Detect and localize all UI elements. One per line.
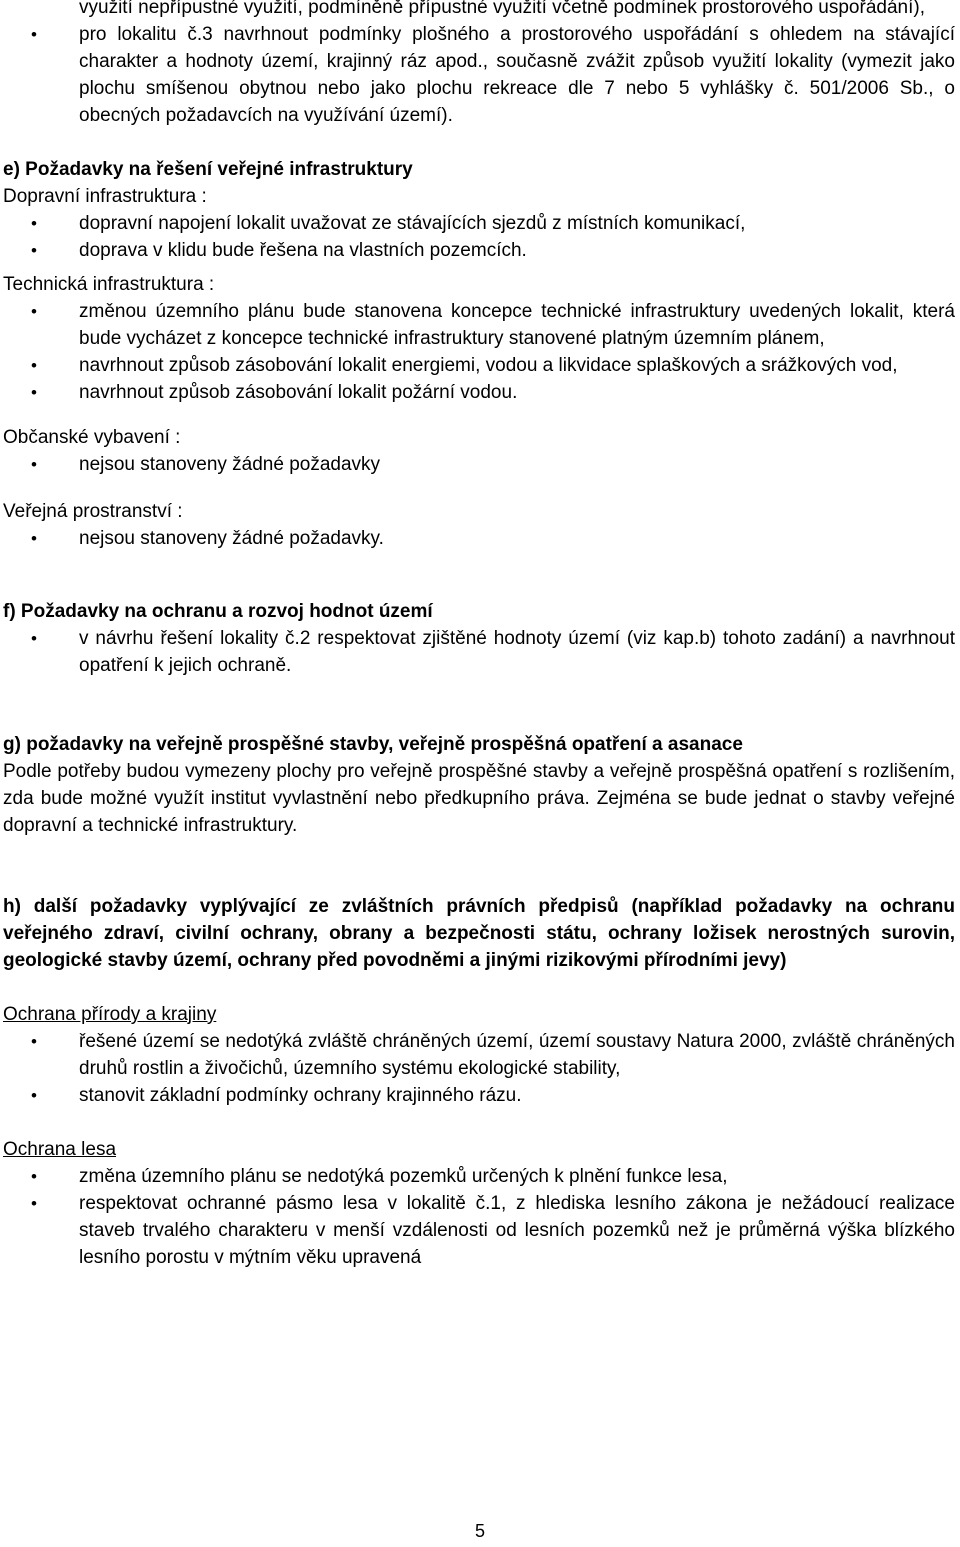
list-item: • dopravní napojení lokalit uvažovat ze stávajících sjezdů z místních komunikací, bbox=[3, 210, 955, 237]
list-item: • respektovat ochranné pásmo lesa v lokalitě č.1, z hlediska lesního zákona je nežádoucí realizace staveb trvalého charakteru v menší vzdálenosti od lesních pozemků než je průměrná výška blízkého lesního porostu v mýtním věku upravená bbox=[3, 1190, 955, 1271]
section-h-heading: h) další požadavky vyplývající ze zvláštních právních předpisů (například požadavky na ochranu veřejného zdraví, civilní ochrany, obrany a bezpečnosti státu, ochrany ložisek nerostných surovin, geologické stavby území, ochrany před povodněmi a jinými rizikovými přírodními jevy) bbox=[3, 896, 955, 971]
list-item: • změna územního plánu se nedotýká pozemků určených k plnění funkce lesa, bbox=[3, 1163, 955, 1190]
list-item: • nejsou stanoveny žádné požadavky bbox=[3, 451, 955, 478]
les-list bbox=[3, 1163, 955, 1271]
section-e-heading: e) Požadavky na řešení veřejné infrastruktury bbox=[3, 159, 413, 180]
section-g-text: Podle potřeby budou vymezeny plochy pro veřejně prospěšné stavby a veřejně prospěšná opatření s rozlišením, zda bude možné využít institut vyvlastnění nebo předkupního práva. Zejména se bude jednat o stavby veřejné dopravní a technické infrastruktury. bbox=[3, 761, 955, 836]
section-f-list bbox=[3, 625, 955, 679]
list-item: • změnou územního plánu bude stanovena koncepce technické infrastruktury uvedených lokalit, která bude vycházet z koncepce technické infrastruktury stanovené platným územním plánem, bbox=[3, 298, 955, 352]
list-item: • navrhnout způsob zásobování lokalit energiemi, vodou a likvidace splaškových a srážkových vod, bbox=[3, 352, 955, 379]
list-item: • pro lokalitu č.3 navrhnout podmínky plošného a prostorového uspořádání s ohledem na stávající charakter a hodnoty území, krajinný ráz apod., současně zvážit způsob využití lokality (vymezit jako plochu smíšenou obytnou nebo jako plochu rekreace dle 7 nebo 5 vyhlášky č. 501/2006 Sb., o obecných požadavcích na využívání území). bbox=[3, 21, 955, 129]
list-item: • doprava v klidu bude řešena na vlastních pozemcích. bbox=[3, 237, 955, 264]
obcanske-list bbox=[3, 451, 955, 478]
les-label: Ochrana lesa bbox=[3, 1139, 117, 1160]
dopravni-label: Dopravní infrastruktura : bbox=[3, 186, 207, 207]
list-item: • stanovit základní podmínky ochrany krajinného rázu. bbox=[3, 1082, 955, 1109]
list-item: • řešené území se nedotýká zvláště chráněných území, území soustavy Natura 2000, zvláště chráněných druhů rostlin a živočichů, územního systému ekologické stability, bbox=[3, 1028, 955, 1082]
technicka-list bbox=[3, 298, 955, 406]
section-g-heading: g) požadavky na veřejně prospěšné stavby, veřejně prospěšná opatření a asanace bbox=[3, 734, 743, 755]
verejna-label: Veřejná prostranství : bbox=[3, 501, 183, 522]
priroda-label: Ochrana přírody a krajiny bbox=[3, 1004, 217, 1025]
technicka-label: Technická infrastruktura : bbox=[3, 274, 215, 295]
list-item: • nejsou stanoveny žádné požadavky. bbox=[3, 525, 955, 552]
dopravni-list bbox=[3, 210, 955, 264]
verejna-list bbox=[3, 525, 955, 552]
continued-list bbox=[3, 0, 955, 129]
section-f-heading: f) Požadavky na ochranu a rozvoj hodnot území bbox=[3, 601, 433, 622]
obcanske-label: Občanské vybavení : bbox=[3, 427, 181, 448]
page-number: 5 bbox=[474, 1521, 485, 1541]
list-item: • navrhnout způsob zásobování lokalit požární vodou. bbox=[3, 379, 955, 406]
priroda-list bbox=[3, 1028, 955, 1109]
list-item: • v návrhu řešení lokality č.2 respektovat zjištěné hodnoty území (viz kap.b) tohoto zadání) a navrhnout opatření k jejich ochraně. bbox=[3, 625, 955, 679]
document-page bbox=[3, 0, 955, 1271]
list-item: využití nepřípustné využití, podmíněně přípustné využití včetně podmínek prostorového uspořádání), bbox=[79, 0, 925, 18]
